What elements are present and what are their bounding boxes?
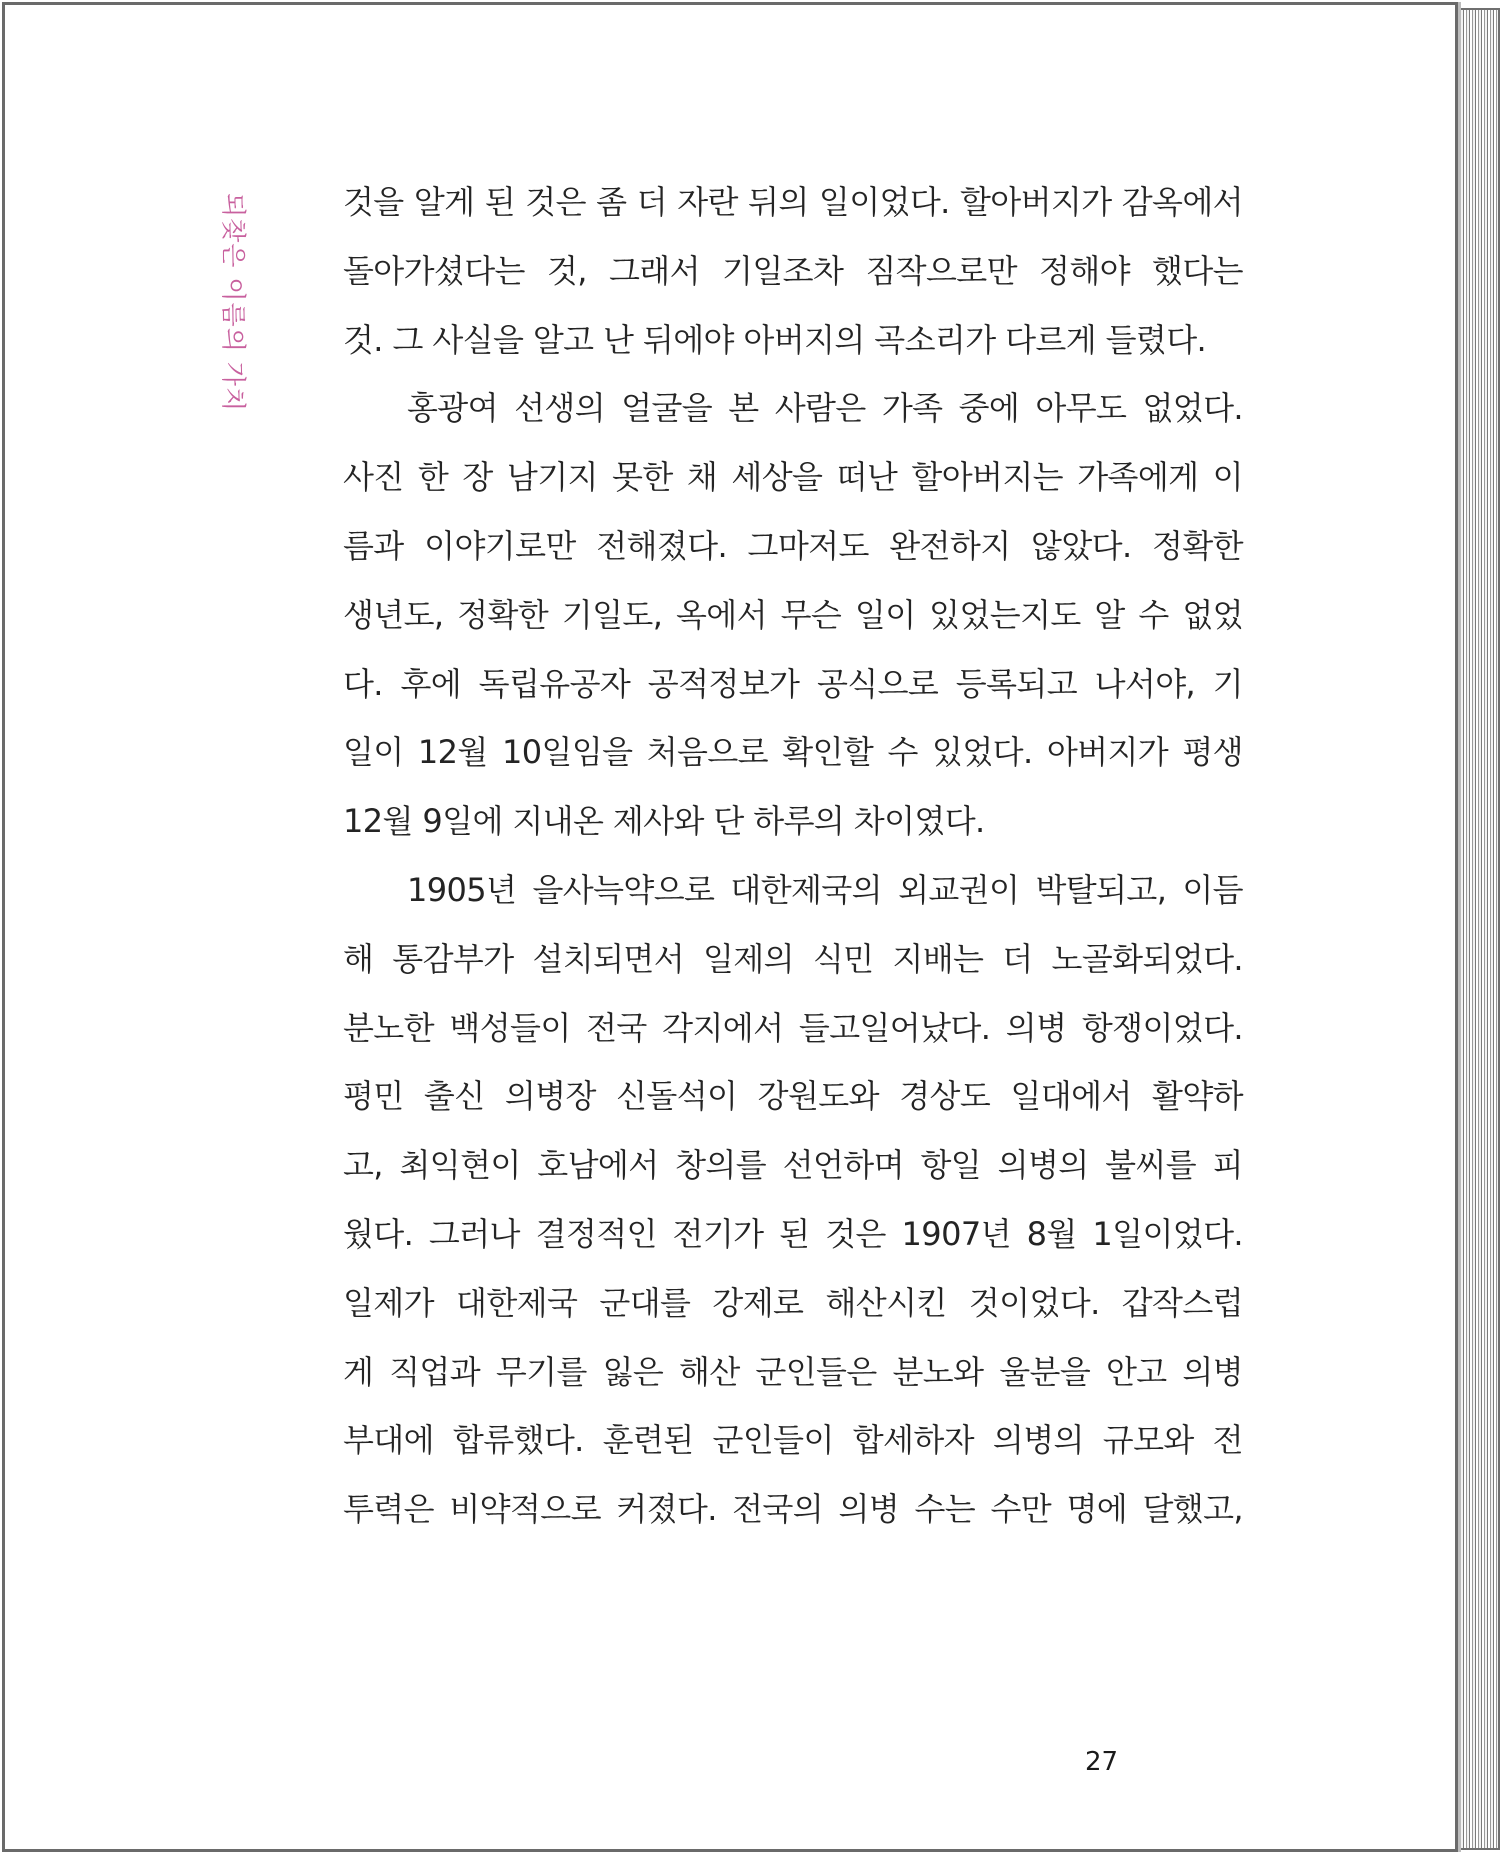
text-line: 것. 그 사실을 알고 난 뒤에야 아버지의 곡소리가 다르게 들렸다.: [343, 320, 1207, 359]
book-page: [2, 2, 1458, 1852]
body-text: [343, 168, 1243, 1544]
text-line: 해 통감부가 설치되면서 일제의 식민 지배는 더 노골화되었다.: [343, 939, 1243, 978]
text-line: 평민 출신 의병장 신돌석이 강원도와 경상도 일대에서 활약하: [343, 1077, 1243, 1116]
text-line: 게 직업과 무기를 잃은 해산 군인들은 분노와 울분을 안고 의병: [343, 1352, 1243, 1391]
text-line: 투력은 비약적으로 커졌다. 전국의 의병 수는 수만 명에 달했고,: [343, 1490, 1243, 1529]
text-line: 12월 9일에 지내온 제사와 단 하루의 차이였다.: [343, 802, 985, 841]
text-line: 고, 최익현이 호남에서 창의를 선언하며 항일 의병의 불씨를 피: [343, 1146, 1243, 1185]
text-line: 분노한 백성들이 전국 각지에서 들고일어났다. 의병 항쟁이었다.: [343, 1008, 1243, 1047]
running-title: 되찾은 이름의 가치: [219, 193, 248, 413]
text-line: 일이 12월 10일임을 처음으로 확인할 수 있었다. 아버지가 평생: [343, 733, 1243, 772]
page-number: 27: [1085, 1747, 1119, 1777]
text-line: 홍광여 선생의 얼굴을 본 사람은 가족 중에 아무도 없었다.: [407, 389, 1243, 428]
text-line: 일제가 대한제국 군대를 강제로 해산시킨 것이었다. 갑작스럽: [343, 1283, 1243, 1322]
text-line: 1905년 을사늑약으로 대한제국의 외교권이 박탈되고, 이듬: [407, 870, 1243, 909]
text-line: 것을 알게 된 것은 좀 더 자란 뒤의 일이었다. 할아버지가 감옥에서: [343, 183, 1243, 221]
page-stack-edge: [1456, 8, 1500, 1850]
text-line: 름과 이야기로만 전해졌다. 그마저도 완전하지 않았다. 정확한: [343, 526, 1243, 565]
text-line: 돌아가셨다는 것, 그래서 기일조차 짐작으로만 정해야 했다는: [343, 251, 1243, 290]
text-line: 웠다. 그러나 결정적인 전기가 된 것은 1907년 8월 1일이었다.: [343, 1214, 1243, 1253]
text-line: 다. 후에 독립유공자 공적정보가 공식으로 등록되고 나서야, 기: [343, 664, 1243, 703]
text-line: 사진 한 장 남기지 못한 채 세상을 떠난 할아버지는 가족에게 이: [343, 458, 1243, 497]
text-line: 생년도, 정확한 기일도, 옥에서 무슨 일이 있었는지도 알 수 없었: [343, 595, 1243, 634]
text-line: 부대에 합류했다. 훈련된 군인들이 합세하자 의병의 규모와 전: [343, 1421, 1243, 1460]
